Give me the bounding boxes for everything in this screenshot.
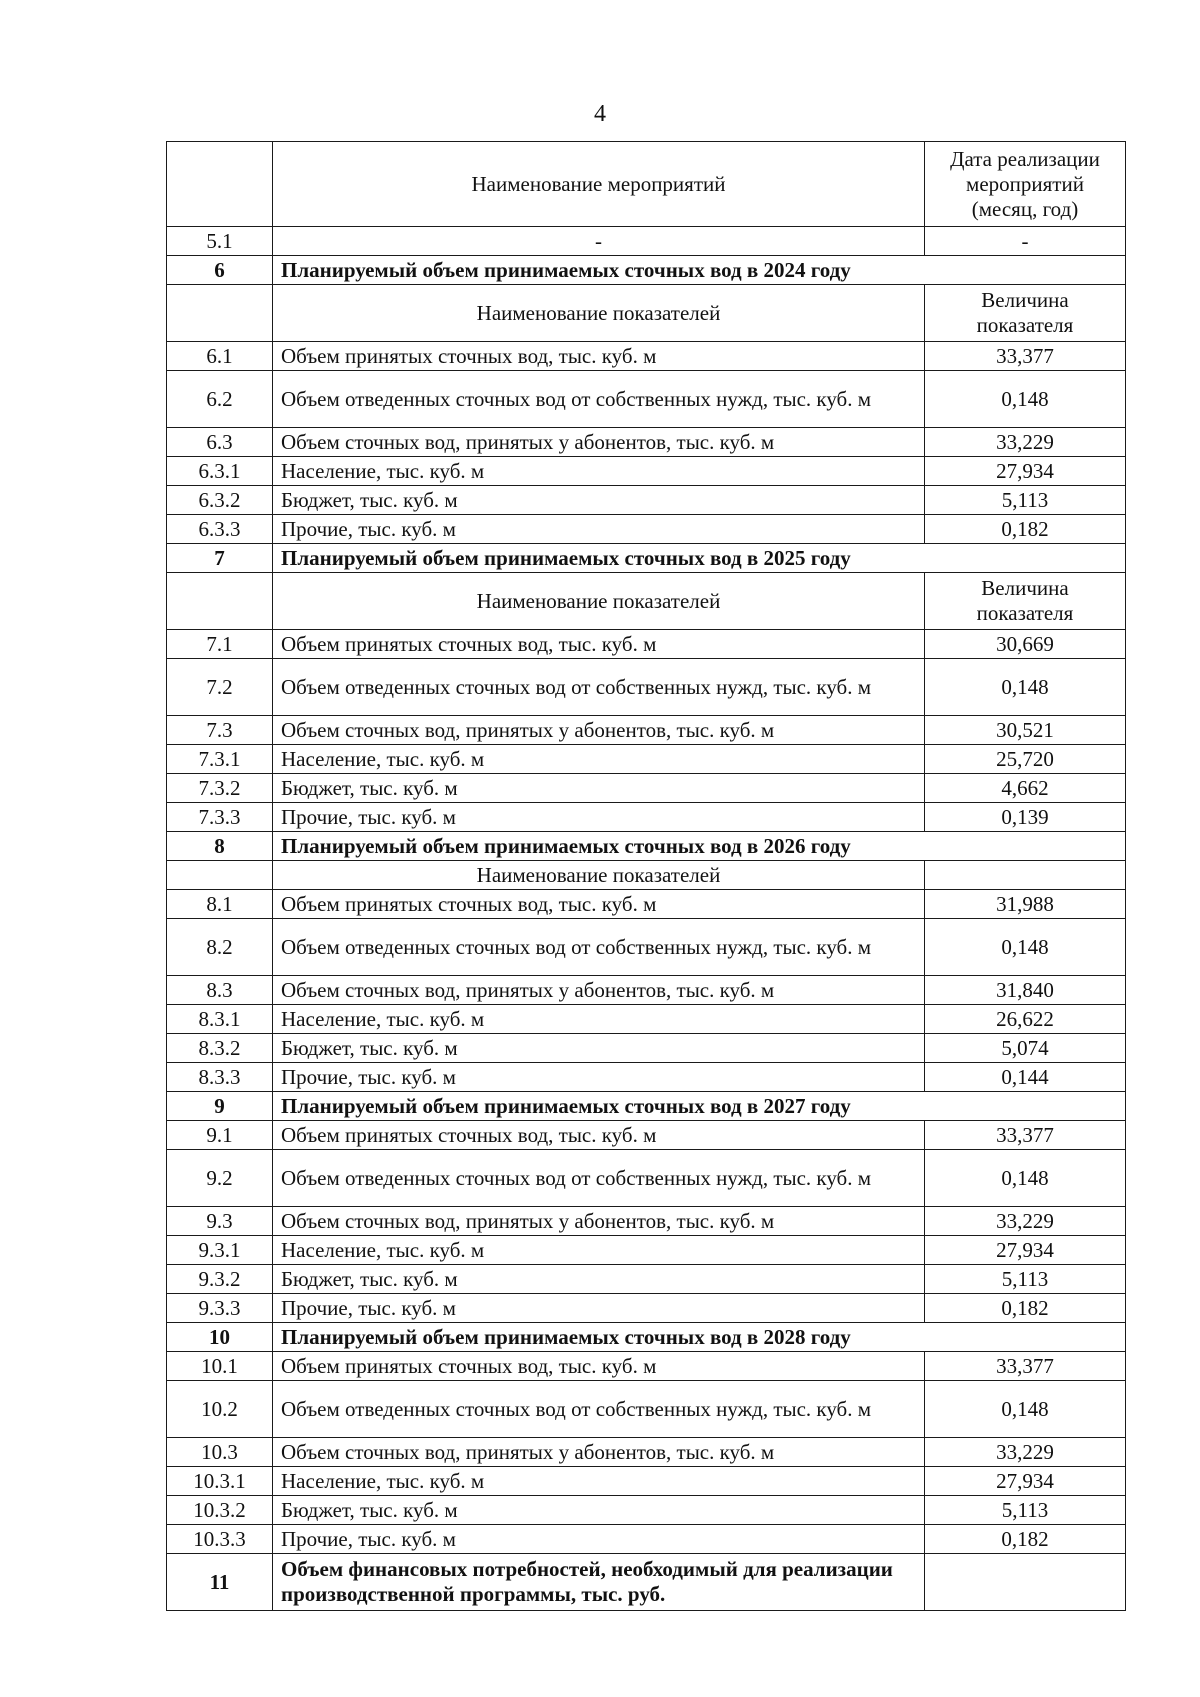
table-row [167, 1034, 1126, 1063]
indicator-value-label: Величина показателя [925, 285, 1126, 342]
section-number: 9 [167, 1092, 273, 1121]
table-row [167, 1467, 1126, 1496]
row-value: 33,377 [925, 1121, 1126, 1150]
row-value: 0,182 [925, 515, 1126, 544]
section-number: 8 [167, 832, 273, 861]
row-value: 31,988 [925, 890, 1126, 919]
row-name: Объем отведенных сточных вод от собственных нужд, тыс. куб. м [273, 659, 925, 716]
section-title: Планируемый объем принимаемых сточных вод в 2028 году [273, 1323, 1126, 1352]
table-row [167, 1063, 1126, 1092]
row-name: Население, тыс. куб. м [273, 457, 925, 486]
section-number: 6 [167, 256, 273, 285]
row-name: Бюджет, тыс. куб. м [273, 1034, 925, 1063]
row-number: 7.3 [167, 716, 273, 745]
row-value: 0,148 [925, 659, 1126, 716]
header-measures-label: Наименование мероприятий [273, 142, 925, 227]
table-row [167, 371, 1126, 428]
row-name: Объем принятых сточных вод, тыс. куб. м [273, 342, 925, 371]
row-number: 10.1 [167, 1352, 273, 1381]
row-name: Объем сточных вод, принятых у абонентов, тыс. куб. м [273, 976, 925, 1005]
table-row [167, 1525, 1126, 1554]
table-header-row [167, 142, 1126, 227]
section-8-subheader-row [167, 861, 1126, 890]
row-number: 6.2 [167, 371, 273, 428]
table-row [167, 486, 1126, 515]
table-row [167, 227, 1126, 256]
row-number: 6.1 [167, 342, 273, 371]
indicator-name-label: Наименование показателей [273, 285, 925, 342]
row-number: 8.3.2 [167, 1034, 273, 1063]
row-number: 7.3.2 [167, 774, 273, 803]
row-number: 8.3.3 [167, 1063, 273, 1092]
row-number: 7.2 [167, 659, 273, 716]
section-9-header-row [167, 1092, 1126, 1121]
section-11-row [167, 1554, 1126, 1611]
row-name: Объем принятых сточных вод, тыс. куб. м [273, 890, 925, 919]
row-name: Население, тыс. куб. м [273, 1236, 925, 1265]
row-number: 9.2 [167, 1150, 273, 1207]
table-row [167, 428, 1126, 457]
header-num-cell [167, 142, 273, 227]
row-value: 5,113 [925, 1265, 1126, 1294]
row-name: Прочие, тыс. куб. м [273, 803, 925, 832]
section-number: 11 [167, 1554, 273, 1611]
table-row [167, 890, 1126, 919]
row-name: Прочие, тыс. куб. м [273, 1525, 925, 1554]
row-name: Объем сточных вод, принятых у абонентов, тыс. куб. м [273, 1438, 925, 1467]
row-value: 33,377 [925, 342, 1126, 371]
row-value: 0,148 [925, 1150, 1126, 1207]
row-number: 8.2 [167, 919, 273, 976]
row-value: 0,182 [925, 1294, 1126, 1323]
table-row [167, 457, 1126, 486]
table-row [167, 1265, 1126, 1294]
table-body [167, 142, 1126, 1611]
row-name: - [273, 227, 925, 256]
indicator-name-label: Наименование показателей [273, 861, 925, 890]
indicator-value-label: Величина показателя [925, 573, 1126, 630]
row-name: Население, тыс. куб. м [273, 1467, 925, 1496]
row-value: 30,669 [925, 630, 1126, 659]
row-number: 10.3 [167, 1438, 273, 1467]
row-name: Население, тыс. куб. м [273, 1005, 925, 1034]
table-row [167, 1121, 1126, 1150]
row-name: Объем сточных вод, принятых у абонентов, тыс. куб. м [273, 716, 925, 745]
row-value: 0,139 [925, 803, 1126, 832]
row-name: Объем принятых сточных вод, тыс. куб. м [273, 630, 925, 659]
production-program-table [166, 141, 1126, 1611]
table-row [167, 976, 1126, 1005]
subheader-num-cell [167, 573, 273, 630]
row-number: 9.1 [167, 1121, 273, 1150]
table-row [167, 659, 1126, 716]
row-value: 30,521 [925, 716, 1126, 745]
row-name: Бюджет, тыс. куб. м [273, 486, 925, 515]
row-number: 7.1 [167, 630, 273, 659]
row-number: 7.3.3 [167, 803, 273, 832]
row-number: 10.3.3 [167, 1525, 273, 1554]
table-row [167, 515, 1126, 544]
section-title: Планируемый объем принимаемых сточных вод в 2027 году [273, 1092, 1126, 1121]
row-number: 8.1 [167, 890, 273, 919]
table-row [167, 1005, 1126, 1034]
table-row [167, 774, 1126, 803]
table-row [167, 1352, 1126, 1381]
table-row [167, 1496, 1126, 1525]
row-number: 9.3.1 [167, 1236, 273, 1265]
row-value: 33,377 [925, 1352, 1126, 1381]
row-value: 5,113 [925, 486, 1126, 515]
row-value: 33,229 [925, 428, 1126, 457]
table-row [167, 1438, 1126, 1467]
section-title: Объем финансовых потребностей, необходимый для реализации производственной программы, тыс. руб. [273, 1554, 925, 1611]
row-value: 33,229 [925, 1438, 1126, 1467]
row-number: 8.3.1 [167, 1005, 273, 1034]
row-name: Прочие, тыс. куб. м [273, 515, 925, 544]
row-value: 4,662 [925, 774, 1126, 803]
row-number: 10.3.1 [167, 1467, 273, 1496]
section-6-header-row [167, 256, 1126, 285]
row-name: Прочие, тыс. куб. м [273, 1294, 925, 1323]
row-name: Бюджет, тыс. куб. м [273, 774, 925, 803]
table-row [167, 1294, 1126, 1323]
table-row [167, 342, 1126, 371]
row-value: 26,622 [925, 1005, 1126, 1034]
row-name: Объем отведенных сточных вод от собственных нужд, тыс. куб. м [273, 1150, 925, 1207]
section-title: Планируемый объем принимаемых сточных вод в 2026 году [273, 832, 1126, 861]
row-value: 0,148 [925, 1381, 1126, 1438]
row-name: Объем сточных вод, принятых у абонентов, тыс. куб. м [273, 428, 925, 457]
table-row [167, 1381, 1126, 1438]
row-number: 7.3.1 [167, 745, 273, 774]
row-name: Объем отведенных сточных вод от собственных нужд, тыс. куб. м [273, 919, 925, 976]
section-6-subheader-row [167, 285, 1126, 342]
row-value: 27,934 [925, 1236, 1126, 1265]
row-number: 6.3.1 [167, 457, 273, 486]
row-name: Бюджет, тыс. куб. м [273, 1265, 925, 1294]
subheader-num-cell [167, 861, 273, 890]
row-number: 9.3.3 [167, 1294, 273, 1323]
row-value: - [925, 227, 1126, 256]
row-name: Прочие, тыс. куб. м [273, 1063, 925, 1092]
row-name: Объем отведенных сточных вод от собственных нужд, тыс. куб. м [273, 1381, 925, 1438]
row-name: Объем принятых сточных вод, тыс. куб. м [273, 1121, 925, 1150]
row-value: 33,229 [925, 1207, 1126, 1236]
section-7-subheader-row [167, 573, 1126, 630]
row-number: 10.2 [167, 1381, 273, 1438]
row-value: 27,934 [925, 1467, 1126, 1496]
section-8-header-row [167, 832, 1126, 861]
header-date-label: Дата реализации мероприятий (месяц, год) [925, 142, 1126, 227]
row-number: 8.3 [167, 976, 273, 1005]
row-number: 6.3.2 [167, 486, 273, 515]
row-number: 6.3 [167, 428, 273, 457]
row-value: 0,148 [925, 919, 1126, 976]
indicator-value-label [925, 861, 1126, 890]
row-name: Объем принятых сточных вод, тыс. куб. м [273, 1352, 925, 1381]
table-row [167, 1150, 1126, 1207]
row-name: Объем отведенных сточных вод от собственных нужд, тыс. куб. м [273, 371, 925, 428]
row-value: 27,934 [925, 457, 1126, 486]
table-row [167, 745, 1126, 774]
section-title: Планируемый объем принимаемых сточных вод в 2025 году [273, 544, 1126, 573]
row-number: 9.3 [167, 1207, 273, 1236]
row-value: 0,182 [925, 1525, 1126, 1554]
subheader-num-cell [167, 285, 273, 342]
table-row [167, 630, 1126, 659]
section-title: Планируемый объем принимаемых сточных вод в 2024 году [273, 256, 1126, 285]
row-value: 31,840 [925, 976, 1126, 1005]
row-value: 0,144 [925, 1063, 1126, 1092]
row-number: 5.1 [167, 227, 273, 256]
row-value [925, 1554, 1126, 1611]
row-value: 5,113 [925, 1496, 1126, 1525]
table-row [167, 803, 1126, 832]
row-name: Бюджет, тыс. куб. м [273, 1496, 925, 1525]
row-number: 9.3.2 [167, 1265, 273, 1294]
table-row [167, 1236, 1126, 1265]
row-value: 0,148 [925, 371, 1126, 428]
section-number: 7 [167, 544, 273, 573]
section-7-header-row [167, 544, 1126, 573]
row-value: 5,074 [925, 1034, 1126, 1063]
row-number: 6.3.3 [167, 515, 273, 544]
table-row [167, 1207, 1126, 1236]
indicator-name-label: Наименование показателей [273, 573, 925, 630]
page-number: 4 [594, 101, 606, 127]
table-row [167, 919, 1126, 976]
row-name: Население, тыс. куб. м [273, 745, 925, 774]
section-10-header-row [167, 1323, 1126, 1352]
row-name: Объем сточных вод, принятых у абонентов, тыс. куб. м [273, 1207, 925, 1236]
section-number: 10 [167, 1323, 273, 1352]
row-number: 10.3.2 [167, 1496, 273, 1525]
table-row [167, 716, 1126, 745]
row-value: 25,720 [925, 745, 1126, 774]
